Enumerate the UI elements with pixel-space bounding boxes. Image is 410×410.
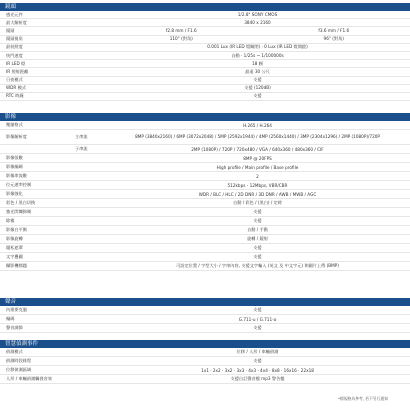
- spec-row: [0, 375, 410, 384]
- spec-row: [0, 262, 410, 271]
- spec-value: 96° (對角): [323, 36, 344, 42]
- spec-value: 最遠 30 公尺: [245, 68, 270, 74]
- spec-row: [0, 235, 410, 244]
- spec-label: 位移偵測區域: [6, 367, 32, 372]
- spec-label: 人形 / 車輛偵測觸發音效: [6, 376, 52, 381]
- spec-value: G.711-u / G.711-a: [238, 316, 277, 322]
- spec-value: 2: [256, 173, 259, 179]
- spec-label: 最大解析度: [6, 19, 27, 25]
- section-header: 鏡頭: [0, 3, 410, 11]
- spec-value: 支援: [253, 77, 262, 83]
- spec-label: RTC 時鐘: [6, 93, 24, 99]
- spec-row: [0, 77, 410, 85]
- spec-value: 512kbps - 12Mbps, VBR/CBR: [227, 182, 288, 188]
- spec-value: H.265 / H.264: [243, 122, 272, 128]
- spec-label: 感光元件: [6, 11, 23, 17]
- spec-label: IR LED 燈: [6, 60, 26, 66]
- spec-value: 1/2.8" SONY CMOS: [237, 12, 278, 18]
- spec-label: WDR 模式: [6, 85, 26, 91]
- spec-row: [0, 93, 410, 101]
- spec-value: 自動 · 1/25s ~ 1/100000s: [231, 52, 284, 58]
- spec-value: 旋轉 / 鏡射: [247, 236, 268, 241]
- section-header: 影像: [0, 113, 410, 121]
- spec-value: 支援: [253, 358, 262, 363]
- spec-label: 影像旋轉: [6, 236, 23, 241]
- spec-row: [0, 181, 410, 190]
- spec-row: [0, 85, 410, 93]
- section-header: 聲音: [0, 298, 410, 306]
- spec-label: 日夜模式: [6, 77, 23, 83]
- spec-row: [0, 154, 410, 163]
- spec-label: 強光閃爍抑制: [6, 209, 32, 214]
- spec-value: WDR / BLC / HLC / 2D DNR / 3D DNR / AWB / MWB / AGC: [198, 191, 317, 197]
- spec-row: [0, 348, 410, 357]
- spec-value: 支援: [253, 93, 262, 99]
- spec-value: 自動 / 手動: [247, 227, 268, 232]
- spec-label: 鏡頭視角: [6, 36, 23, 42]
- spec-label: 影像強化: [6, 191, 23, 196]
- spec-label: 內建麥克風: [6, 307, 27, 312]
- spec-label: 偵測時段排程: [6, 358, 32, 363]
- spec-row: [0, 130, 410, 145]
- spec-value: 自動 / 彩色 / (黑白) / 定時: [233, 200, 282, 205]
- spec-value: 18 顆: [252, 60, 263, 66]
- spec-label: 彩色 / 黑白切換: [6, 200, 36, 205]
- section: [0, 113, 410, 271]
- spec-row: [0, 19, 410, 27]
- spec-row: [0, 199, 410, 208]
- spec-row: [0, 217, 410, 226]
- spec-value: 3840 x 2160: [244, 20, 271, 26]
- spec-label: 文字疊圖: [6, 254, 23, 259]
- spec-label: 快門速度: [6, 52, 23, 58]
- spec-row: [0, 121, 410, 130]
- spec-value: 支援: [253, 325, 262, 330]
- section-header: 智慧偵測事件: [0, 340, 410, 348]
- spec-row: [0, 52, 410, 60]
- spec-value: High profile / Main profile / Base profile: [216, 164, 299, 170]
- spec-row: [0, 163, 410, 172]
- spec-label: 編碼: [6, 316, 15, 321]
- footnote: *標規格為參考, 若不另行通知: [338, 396, 388, 401]
- spec-value: 支援: [253, 209, 262, 214]
- spec-label: 偵測模式: [6, 349, 23, 354]
- spec-label: 壓縮格式: [6, 122, 23, 127]
- spec-value: f2.8 mm / F1.6: [165, 28, 197, 34]
- spec-row: [0, 324, 410, 333]
- spec-value: 0.001 Lux (IR LED 燈關閉) · 0 Lux (IR LED 燈開啟): [207, 44, 308, 50]
- spec-value: 8MP (3840x2160) / 6MP (3072x2048) / 5MP (2592x1944) / 4MP (2560x1440) / 3MP (2304x1296) / 2MP (1080P)/720P: [135, 134, 380, 140]
- spec-label: IR 照射距離: [6, 68, 29, 74]
- spec-values: [105, 28, 410, 33]
- spec-row: [0, 190, 410, 199]
- spec-label: 影像解析度: [6, 134, 27, 139]
- spec-values: [105, 36, 410, 42]
- spec-row: [0, 306, 410, 315]
- spec-value: 110° (對角): [169, 36, 193, 42]
- section: [0, 298, 410, 333]
- spec-row: [0, 60, 410, 68]
- spec-row: [0, 27, 410, 35]
- spec-value: 可設定位置 / 字型大小 / 字串內容, 支援文字輸入 (英文 及 中文字元) 和圖片上傳 (BMP): [176, 263, 339, 268]
- spec-value: 1x1 · 2x2 · 3x2 · 3x3 · 4x3 · 4x4 · 8x8 · 16x16 · 22x18: [201, 367, 314, 373]
- spec-label: 影像張數: [6, 155, 23, 160]
- spec-row: [0, 357, 410, 366]
- spec-value: 支援: [253, 307, 262, 312]
- section: [0, 3, 410, 101]
- spec-row: [0, 44, 410, 52]
- spec-label: 位元速率控制: [6, 182, 32, 187]
- spec-value: 支援: [253, 254, 262, 259]
- spec-value: 2MP (1080P) / 720P / 720x480 / VGA / 640x360 / 480x360 / CIF: [191, 146, 324, 152]
- spec-row: [0, 366, 410, 375]
- spec-row: [0, 315, 410, 324]
- spec-label: 隱私遮罩: [6, 245, 23, 250]
- spec-label: 影像編碼: [6, 164, 23, 169]
- spec-row: [0, 145, 410, 154]
- spec-value: 位移 / 人形 / 車輛偵測: [236, 349, 279, 354]
- spec-row: [0, 244, 410, 253]
- spec-row: [0, 68, 410, 76]
- spec-value: 支援自訂聲音檔 mp3 警告檔: [230, 376, 285, 381]
- spec-row: [0, 226, 410, 235]
- section: [0, 340, 410, 384]
- spec-label: 除霧: [6, 218, 15, 223]
- spec-label: 影像白平衡: [6, 227, 27, 232]
- spec-row: [0, 253, 410, 262]
- spec-row: [0, 11, 410, 19]
- spec-value: 支援: [253, 218, 262, 223]
- spec-row: [0, 36, 410, 44]
- spec-value: 8MP @ 20FPS: [243, 155, 272, 161]
- spec-label: 最低照度: [6, 44, 23, 50]
- spec-sublabel: 主串流: [75, 134, 88, 139]
- spec-row: [0, 208, 410, 217]
- spec-value: f3.6 mm / F1.6: [318, 28, 350, 34]
- spec-label: 影像串流數: [6, 173, 27, 178]
- spec-row: [0, 172, 410, 181]
- spec-value: 支援 (120dB): [244, 85, 271, 91]
- spec-label: 攝影機標題: [6, 263, 27, 268]
- spec-value: 支援: [253, 245, 262, 250]
- spec-label: 聲音調節: [6, 325, 23, 330]
- spec-label: 鏡頭: [6, 27, 15, 33]
- spec-sublabel: 子串流: [75, 146, 88, 151]
